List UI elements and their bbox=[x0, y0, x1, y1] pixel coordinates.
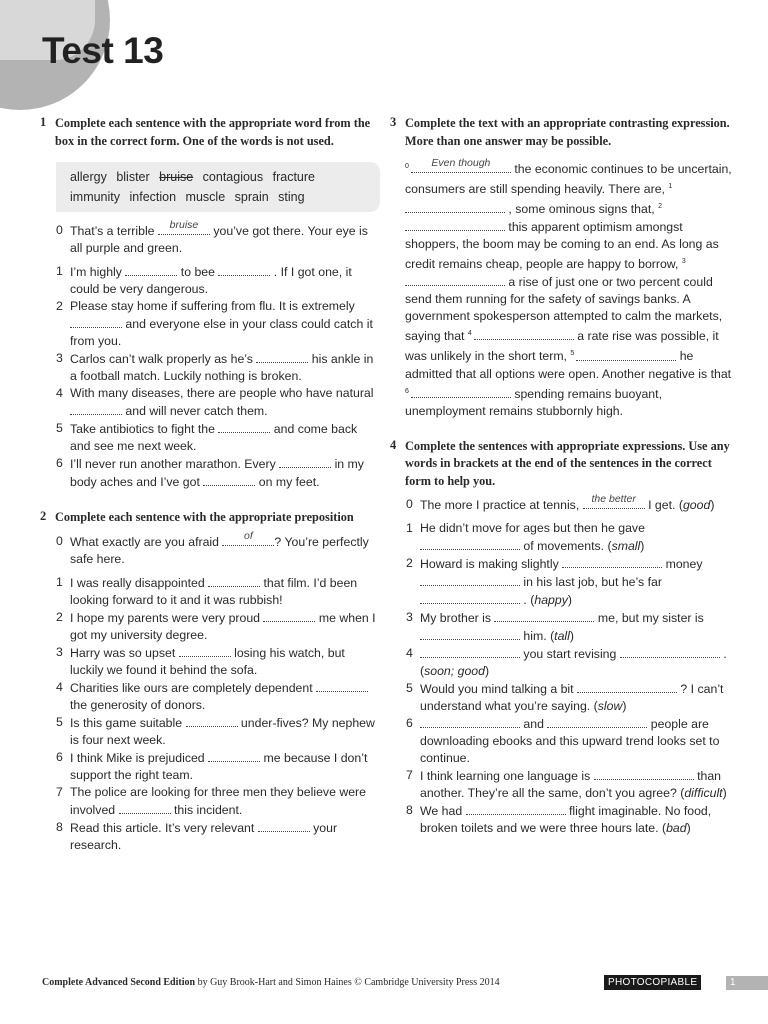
exercise-1 bbox=[40, 115, 380, 491]
answer-gap[interactable] bbox=[218, 420, 270, 433]
example-answer: Even though bbox=[431, 157, 491, 170]
exercise-number: 2 bbox=[40, 509, 47, 523]
word-box-item: sprain bbox=[234, 190, 269, 204]
answer-gap[interactable] bbox=[420, 537, 520, 550]
example-answer: bruise bbox=[169, 219, 199, 231]
answer-gap[interactable] bbox=[258, 819, 310, 832]
answer-gap[interactable] bbox=[186, 714, 238, 727]
list-item: 5 Is this game suitable under-fives? My nephew is four next week. bbox=[56, 714, 375, 747]
exercise-number: 3 bbox=[390, 115, 397, 129]
exercise-number: 4 bbox=[390, 437, 397, 452]
list-item: 6 I’ll never run another marathon. Every in my body aches and I’ve got on my feet. bbox=[56, 456, 364, 489]
answer-gap[interactable] bbox=[466, 802, 566, 815]
word-box-item: allergy bbox=[70, 170, 107, 184]
list-item: 6 I think Mike is prejudiced me because I don’t support the right team. bbox=[56, 749, 368, 782]
exercise-3 bbox=[390, 115, 735, 420]
page-number: 1 bbox=[726, 976, 768, 990]
answer-gap[interactable] bbox=[316, 679, 368, 692]
left-column bbox=[40, 115, 380, 866]
exercise-number: 1 bbox=[40, 115, 47, 129]
list-item: 1 He didn’t move for ages but then he gave of movements. (small) bbox=[406, 521, 645, 554]
exercise-instruction: Complete each sentence with the appropriate word from the box in the correct form. One of the words is not used. bbox=[55, 116, 371, 148]
list-item: 7 I think learning one language is than another. They’re all the same, don’t you agree? (difficult) bbox=[406, 768, 727, 801]
answer-gap[interactable] bbox=[179, 644, 231, 657]
answer-gap[interactable] bbox=[411, 157, 511, 173]
word-box-item: contagious bbox=[202, 170, 264, 184]
answer-gap[interactable] bbox=[208, 574, 260, 587]
list-item: 5 Take antibiotics to fight the and come back and see me next week. bbox=[56, 421, 358, 453]
answer-gap[interactable] bbox=[577, 680, 677, 693]
answer-gap[interactable] bbox=[620, 645, 720, 658]
list-item: 4 With many diseases, there are people who have natural and will never catch them. bbox=[56, 386, 374, 418]
answer-gap[interactable] bbox=[420, 573, 520, 586]
word-box bbox=[56, 162, 380, 212]
list-item: 5 Would you mind talking a bit ? I can’t understand what you’re saying. (slow) bbox=[406, 681, 724, 714]
answer-gap[interactable] bbox=[256, 350, 308, 363]
example-answer: the better bbox=[591, 493, 636, 506]
answer-gap[interactable] bbox=[119, 801, 171, 814]
word-box-item-used: bruise bbox=[159, 170, 194, 184]
answer-gap[interactable] bbox=[218, 263, 270, 276]
example-answer: of bbox=[244, 529, 253, 542]
list-item: 3 Harry was so upset losing his watch, but luckily we found it behind the sofa. bbox=[56, 644, 345, 677]
right-column bbox=[390, 115, 735, 849]
example-item: 0 The more I practice at tennis, the better I get. (good) bbox=[406, 493, 715, 513]
answer-gap[interactable] bbox=[420, 715, 520, 728]
copyright-credit: by Guy Brook-Hart and Simon Haines © Cambridge University Press 2014 bbox=[195, 977, 500, 988]
exercise-instruction: Complete each sentence with the appropriate preposition bbox=[55, 510, 354, 524]
exercise-2 bbox=[40, 509, 380, 854]
list-item: 1 I was really disappointed that film. I’d been looking forward to it and it was rubbish! bbox=[56, 574, 358, 607]
list-item: 3 My brother is me, but my sister is him. (tall) bbox=[406, 610, 704, 644]
list-item: 4 Charities like ours are completely dependent the generosity of donors. bbox=[40, 679, 380, 714]
example-item: 0 What exactly are you afraid of ? You’re perfectly safe here. bbox=[56, 529, 369, 566]
answer-gap[interactable] bbox=[70, 402, 122, 415]
page-title: Test 13 bbox=[42, 30, 164, 71]
word-box-item: immunity bbox=[70, 190, 121, 204]
answer-gap[interactable] bbox=[125, 263, 177, 276]
word-box-item: infection bbox=[129, 190, 177, 204]
list-item: 2 I hope my parents were very proud me when I got my university degree. bbox=[56, 609, 376, 642]
list-item: 8 Read this article. It’s very relevant your research. bbox=[56, 819, 338, 852]
answer-gap[interactable] bbox=[420, 627, 520, 640]
answer-gap[interactable] bbox=[203, 473, 255, 486]
answer-gap[interactable] bbox=[158, 219, 210, 235]
answer-gap[interactable] bbox=[263, 609, 315, 622]
answer-gap[interactable] bbox=[405, 273, 505, 286]
word-box-item: muscle bbox=[185, 190, 226, 204]
answer-gap[interactable] bbox=[411, 385, 511, 398]
list-item: 4 you start revising . (soon; good) bbox=[406, 646, 727, 679]
gapped-text: $^0$ Even though the economic continues to be uncertain, consumers are still spending heavily. There are, $^1$ , some ominous signs that, $^2$ this apparent optimism amongst shoppers, the boom may be coming to an end. As long as credit remains cheap, people are happy to borrow, $^3$ a rise of just one or two percent could send them running for the safety of savings banks. A government spokesperson attempted to calm the markets, saying that $^4$ a rate rise was possible, it was unlikely in the short term, $^5$ he admitted that all options were open. Another negative is that $^6$ spending remains buoyant, unemployment remains stubbornly high. bbox=[405, 157, 732, 418]
list-item: 7 The police are looking for three men they believe were involved this incident. bbox=[56, 784, 366, 817]
answer-gap[interactable] bbox=[583, 493, 645, 509]
answer-gap[interactable] bbox=[474, 327, 574, 340]
answer-gap[interactable] bbox=[405, 200, 505, 213]
list-item: 1 I’m highly to bee . If I got one, it could be very dangerous. bbox=[56, 264, 352, 296]
list-item: 2 Please stay home if suffering from flu. It is extremely and everyone else in your class could catch it from you. bbox=[56, 299, 373, 348]
answer-gap[interactable] bbox=[562, 555, 662, 568]
word-box-item: sting bbox=[278, 190, 305, 204]
list-item: 2 Howard is making slightly money in his last job, but he’s far . (happy) bbox=[406, 556, 703, 608]
answer-gap[interactable] bbox=[547, 715, 647, 728]
list-item: 3 Carlos can’t walk properly as he’s his ankle in a football match. Luckily nothing is broken. bbox=[56, 351, 374, 383]
answer-gap[interactable] bbox=[222, 529, 274, 546]
exercise-instruction: Complete the sentences with appropriate expressions. Use any words in brackets at the end of the sentences in the correct form to help you. bbox=[405, 438, 730, 488]
book-title: Complete Advanced Second Edition bbox=[42, 977, 196, 988]
example-item: 0 That’s a terrible bruise you’ve got there. Your eye is all purple and green. bbox=[56, 219, 368, 255]
answer-gap[interactable] bbox=[494, 609, 594, 622]
answer-gap[interactable] bbox=[576, 348, 676, 361]
photocopiable-badge: PHOTOCOPIABLE bbox=[604, 975, 701, 990]
answer-gap[interactable] bbox=[208, 749, 260, 762]
answer-gap[interactable] bbox=[70, 315, 122, 328]
list-item: 8 We had flight imaginable. No food, broken toilets and we were three hours late. (bad) bbox=[406, 803, 712, 836]
exercise-instruction: Complete the text with an appropriate contrasting expression. More than one answer may be possible. bbox=[405, 116, 730, 148]
answer-gap[interactable] bbox=[420, 645, 520, 658]
word-box-item: blister bbox=[116, 170, 150, 184]
answer-gap[interactable] bbox=[279, 455, 331, 468]
exercise-4 bbox=[390, 438, 735, 838]
answer-gap[interactable] bbox=[594, 767, 694, 780]
word-box-item: fracture bbox=[272, 170, 316, 184]
list-item: 6 and people are downloading ebooks and this upward trend looks set to continue. bbox=[406, 716, 720, 766]
answer-gap[interactable] bbox=[405, 218, 505, 231]
answer-gap[interactable] bbox=[420, 591, 520, 604]
